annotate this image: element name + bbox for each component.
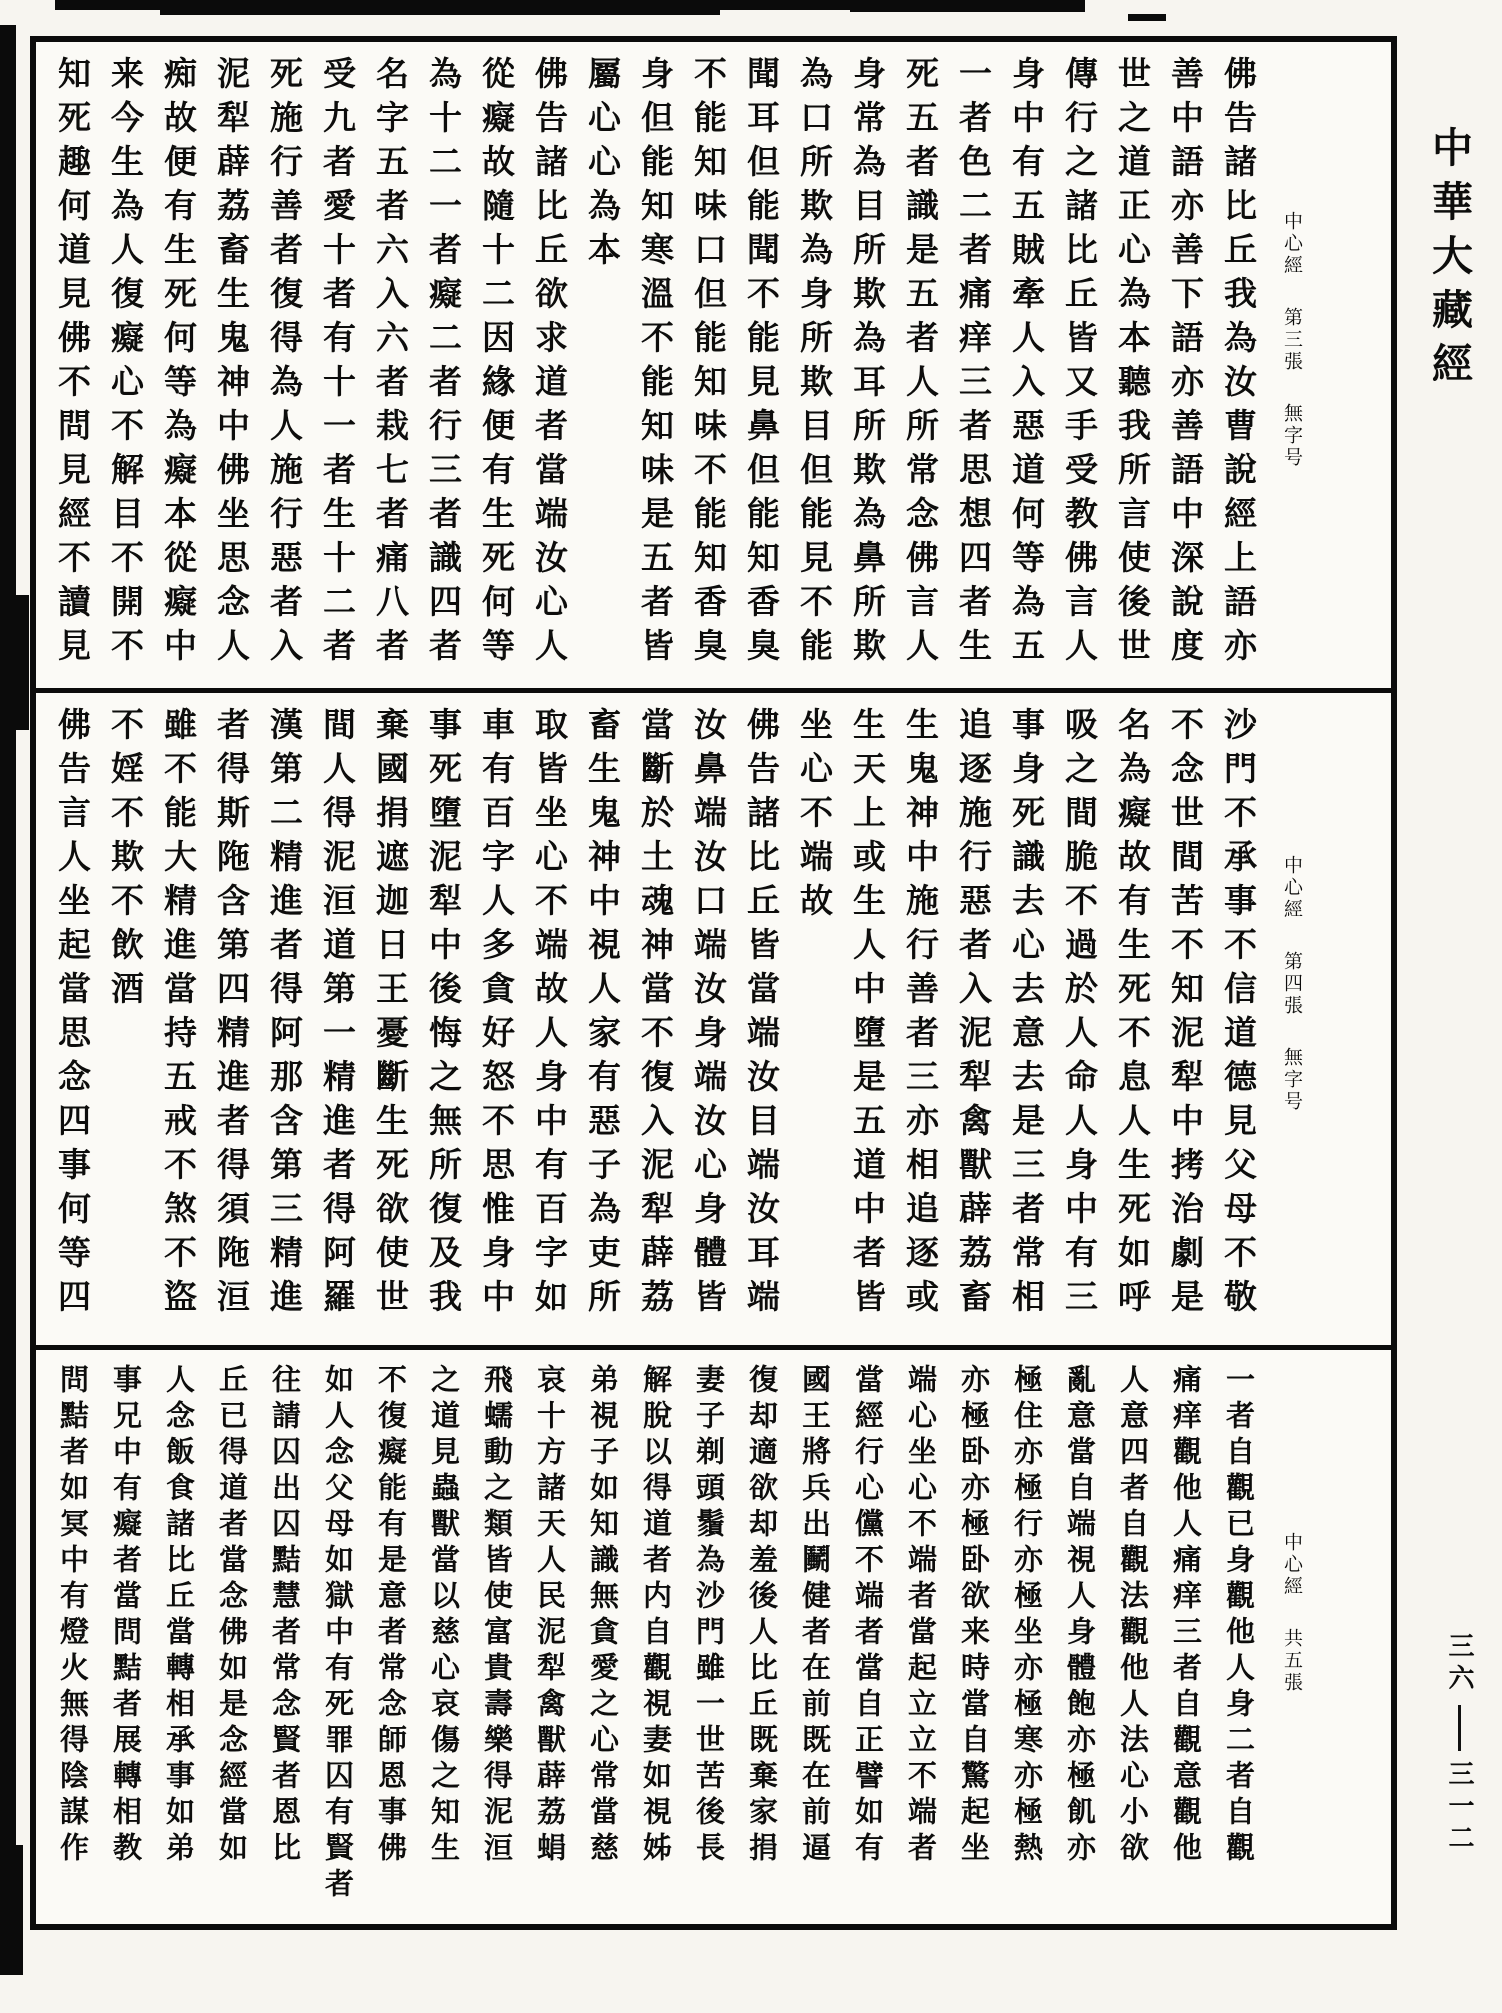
- scan-artifact-left-blob: [0, 595, 29, 730]
- text-column: 當斷於土魂神當不復入泥犁薜荔: [636, 707, 675, 1323]
- text-column: 佛告言人坐起當思念四事何等四: [53, 707, 92, 1323]
- text-column: 哀十方諸天人民泥犁禽獸薜荔蜎: [533, 1364, 567, 1868]
- register-1-columns: [36, 42, 1334, 688]
- text-column: 身但能知寒溫不能知味是五者皆: [636, 56, 675, 672]
- text-column: 如人念父母如獄中有死罪囚有賢者: [321, 1364, 355, 1904]
- text-column: 傳行之諸比丘皆又手受教佛言人: [1060, 56, 1099, 672]
- scan-artifact-left-blob-2: [0, 1845, 23, 1975]
- text-column: 痴故便有生死何等為癡本從癡中: [159, 56, 198, 672]
- text-column: 吸之間脆不過於人命人身中有三: [1060, 707, 1099, 1323]
- sheet-note-part: 共五張: [1281, 1628, 1303, 1694]
- text-column: 漢第二精進者得阿那含第三精進: [265, 707, 304, 1323]
- text-column: 佛告諸比丘皆當端汝目端汝耳端: [742, 707, 781, 1323]
- text-column: 泥犁薜荔畜生鬼神中佛坐思念人: [212, 56, 251, 672]
- text-column: 事身死識去心去意去是三者常相: [1007, 707, 1046, 1323]
- text-column: 不能知味口但能知味不能知香臭: [689, 56, 728, 672]
- text-column: 受九者愛十者有十一者生十二者: [318, 56, 357, 672]
- text-column: 身中有五賊牽人入惡道何等為五: [1007, 56, 1046, 672]
- text-column: 取皆坐心不端故人身中有百字如: [530, 707, 569, 1323]
- scan-artifact-top-speck: [1128, 14, 1166, 21]
- canon-title: 中華大藏經: [1425, 126, 1473, 396]
- text-column: 當經行心儻不端者當自正譬如有: [851, 1364, 885, 1868]
- text-column: 佛告諸比丘我為汝曹說經上語亦: [1219, 56, 1258, 672]
- text-column: 丘已得道者當念佛如是念經當如: [215, 1364, 249, 1868]
- page-number: 三一二: [1444, 1760, 1474, 1856]
- sheet-note-1: [1265, 56, 1318, 682]
- text-column: 端心坐心不端者當起立立不端者: [904, 1364, 938, 1868]
- text-column: 生天上或生人中墮是五道中者皆: [848, 707, 887, 1323]
- sheet-note-part: 第三張: [1281, 307, 1303, 373]
- volume-page-number: [1441, 1632, 1478, 1856]
- text-column: 不婬不欺不飲酒: [106, 707, 145, 1015]
- text-column: 弟視子如知識無貪愛之心常當慈: [586, 1364, 620, 1868]
- scan-artifact-top-band-3: [850, 3, 1085, 12]
- text-column: 来今生為人復癡心不解目不開不: [106, 56, 145, 672]
- text-column: 之道見蟲獸當以慈心哀傷之知生: [427, 1364, 461, 1868]
- sheet-note-2: [1265, 707, 1318, 1339]
- text-register-2: [36, 693, 1391, 1345]
- sheet-note-part: 中心經: [1281, 855, 1303, 921]
- page-frame: [30, 36, 1397, 1930]
- text-column: 亦極卧亦極卧欲来時當自驚起坐: [957, 1364, 991, 1868]
- sheet-note-part: 中心經: [1281, 211, 1303, 277]
- text-column: 畜生鬼神中視人家有惡子為吏所: [583, 707, 622, 1323]
- text-column: 追逐施行惡者入泥犁禽獸薜荔畜: [954, 707, 993, 1323]
- text-column: 一者自觀已身觀他人身二者自觀: [1222, 1364, 1256, 1868]
- text-column: 不復癡能有是意者常念師恩事佛: [374, 1364, 408, 1868]
- text-column: 痛痒觀他人痛痒三者自觀意觀他: [1169, 1364, 1203, 1868]
- sheet-note-part: 中心經: [1281, 1532, 1303, 1598]
- text-column: 亂意當自端視人身體飽亦極飢亦: [1063, 1364, 1097, 1868]
- text-column: 國王將兵出鬭健者在前既在前逼: [798, 1364, 832, 1868]
- text-column: 往請囚出囚黠慧者常念賢者恩比: [268, 1364, 302, 1868]
- sheet-note-part: 無字号: [1281, 403, 1303, 469]
- text-column: 屬心心為本: [583, 56, 622, 276]
- text-column: 佛告諸比丘欲求道者當端汝心人: [530, 56, 569, 672]
- text-column: 問黠者如冥中有燈火無得陰謀作: [56, 1364, 90, 1868]
- text-register-1: [36, 42, 1391, 688]
- text-column: 生鬼神中施行善者三亦相追逐或: [901, 707, 940, 1323]
- text-column: 者得斯陁含第四精進者得須陁洹: [212, 707, 251, 1323]
- sheet-note-part: 第四張: [1281, 951, 1303, 1017]
- text-column: 車有百字人多貪好怒不思惟身中: [477, 707, 516, 1323]
- text-column: 人念飯食諸比丘當轉相承事如弟: [162, 1364, 196, 1868]
- text-column: 一者色二者痛痒三者思想四者生: [954, 56, 993, 672]
- text-column: 極住亦極行亦極坐亦極寒亦極熱: [1010, 1364, 1044, 1868]
- text-column: 聞耳但能聞不能見鼻但能知香臭: [742, 56, 781, 672]
- text-column: 從癡故隨十二因緣便有生死何等: [477, 56, 516, 672]
- register-2-columns: [36, 693, 1334, 1345]
- text-column: 事死墮泥犁中後悔之無所復及我: [424, 707, 463, 1323]
- text-column: 死五者識是五者人所常念佛言人: [901, 56, 940, 672]
- text-column: 妻子剃頭鬚為沙門雖一世苦後長: [692, 1364, 726, 1868]
- text-column: 名為癡故有生死不息人生死如呼: [1113, 707, 1152, 1323]
- text-column: 不念世間苦不知泥犁中拷治劇是: [1166, 707, 1205, 1323]
- sheet-note-3: [1265, 1364, 1318, 1918]
- register-3-columns: [36, 1350, 1334, 1924]
- scan-artifact-top-band-2: [160, 0, 720, 15]
- volume-number: 三六: [1444, 1632, 1474, 1696]
- text-column: 知死趣何道見佛不問見經不讀見: [53, 56, 92, 672]
- text-column: 坐心不端故: [795, 707, 834, 927]
- text-column: 名字五者六入六者栽七者痛八者: [371, 56, 410, 672]
- text-column: 棄國捐遮迦日王憂斷生死欲使世: [371, 707, 410, 1323]
- dash-icon: [1458, 1705, 1461, 1751]
- text-column: 飛蠕動之類皆使富貴壽樂得泥洹: [480, 1364, 514, 1868]
- text-column: 解脫以得道者内自觀視妻如視姊: [639, 1364, 673, 1868]
- text-column: 沙門不承事不信道德見父母不敬: [1219, 707, 1258, 1323]
- text-column: 為十二一者癡二者行三者識四者: [424, 56, 463, 672]
- text-column: 事兄中有癡者當問黠者展轉相教: [109, 1364, 143, 1868]
- text-register-3: [36, 1350, 1391, 1924]
- text-column: 善中語亦善下語亦善語中深說度: [1166, 56, 1205, 672]
- text-column: 身常為目所欺為耳所欺為鼻所欺: [848, 56, 887, 672]
- text-column: 世之道正心為本聽我所言使後世: [1113, 56, 1152, 672]
- text-column: 雖不能大精進當持五戒不煞不盜: [159, 707, 198, 1323]
- text-column: 死施行善者復得為人施行惡者入: [265, 56, 304, 672]
- sheet-note-part: 無字号: [1281, 1047, 1303, 1113]
- text-column: 為口所欺為身所欺目但能見不能: [795, 56, 834, 672]
- text-column: 汝鼻端汝口端汝身端汝心身體皆: [689, 707, 728, 1323]
- text-column: 復却適欲却羞後人比丘既棄家捐: [745, 1364, 779, 1868]
- scan-artifact-left-bar: [0, 25, 16, 1935]
- text-column: 間人得泥洹道第一精進者得阿羅: [318, 707, 357, 1323]
- text-column: 人意四者自觀法觀他人法心小欲: [1116, 1364, 1150, 1868]
